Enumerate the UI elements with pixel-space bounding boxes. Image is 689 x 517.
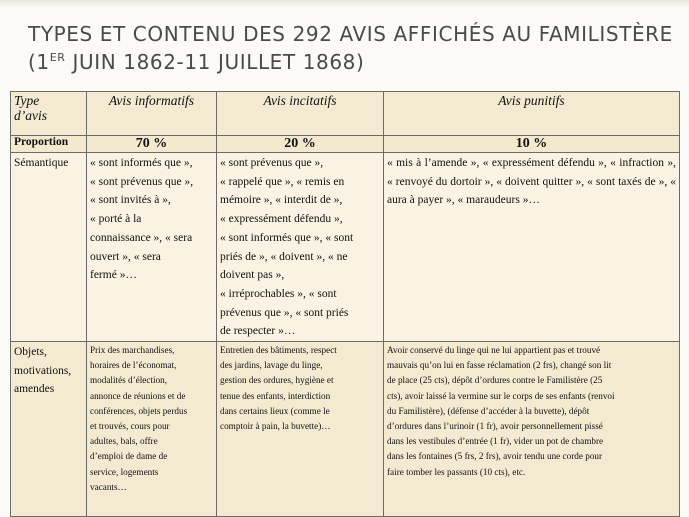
- header-punitifs: Avis punitifs: [384, 92, 680, 136]
- cell-line: et trouvés, cours pour: [90, 421, 170, 432]
- cell-line: dans les vestibules d’entrée (1 fr), vider un pot de chambre: [387, 436, 604, 447]
- cell-line: service, logements: [90, 466, 159, 477]
- cell-line: « sont invités à »,: [90, 194, 171, 207]
- cell-line: « rappelé que », « remis en: [220, 175, 345, 188]
- semantique-incitatifs: [217, 153, 384, 342]
- notices-table: [10, 91, 680, 517]
- cell-line: Avoir conservé du linge qui ne lui appartient pas et trouvé: [387, 345, 601, 356]
- cell-line: « sont informés que »,: [90, 157, 193, 169]
- cell-line: « expressément défendu »,: [220, 213, 343, 226]
- objets-label-line3: amendes: [14, 383, 55, 396]
- cell-line: vacants…: [90, 481, 127, 492]
- objets-informatifs: [87, 342, 217, 517]
- cell-line: annonce de réunions et de: [90, 390, 186, 401]
- semantique-label: Sémantique: [11, 153, 87, 342]
- cell-line: mémoire », « interdit de »,: [220, 194, 343, 207]
- cell-line: connaissance », « sera: [90, 231, 193, 244]
- cell-line: gestion des ordures, hygiène et: [220, 375, 334, 386]
- cell-line: de respecter »…: [220, 325, 296, 338]
- cell-line: « porté à la: [90, 213, 142, 226]
- proportion-label: Proportion: [11, 136, 87, 153]
- header-type: [11, 92, 87, 136]
- title-line-2-prefix: (1: [28, 50, 50, 74]
- objets-incitatifs: [217, 342, 384, 517]
- cell-line: adultes, bals, offre: [90, 436, 158, 447]
- cell-line: dans certains lieux (comme le: [220, 405, 330, 416]
- objets-punitifs: [384, 342, 680, 517]
- cell-line: « irréprochables », « sont: [220, 287, 337, 300]
- semantique-punitifs: « mis à l’amende », « expressément défendu », « infraction », « renvoyé du dortoir », « doivent quitter », « sont taxés de », « aura à payer », « maraudeurs »…: [384, 153, 680, 342]
- title-line-1: TYPES ET CONTENU DES 292 AVIS AFFICHÉS AU FAMILISTÈRE: [28, 22, 673, 46]
- title-line-2: [28, 46, 668, 74]
- cell-line: comptoir à pain, la buvette)…: [220, 421, 331, 432]
- cell-line: « sont informés que », « sont: [220, 231, 354, 244]
- cell-line: priés de », « doivent », « ne: [220, 250, 348, 263]
- cell-line: modalités d’élection,: [90, 375, 168, 386]
- cell-line: prévenus que », « sont priés: [220, 306, 349, 319]
- objets-row: [11, 342, 680, 517]
- cell-line: d’emploi de dame de: [90, 451, 168, 462]
- cell-line: tenue des enfants, interdiction: [220, 390, 331, 401]
- cell-line: Prix des marchandises,: [90, 345, 175, 356]
- header-row: [11, 92, 680, 136]
- slide-title: [28, 22, 673, 74]
- cell-line: faire tomber les passants (10 cts), etc.: [387, 466, 526, 477]
- title-line-2-suffix: JUIN 1862-11 JUILLET 1868): [65, 50, 365, 74]
- proportion-informatifs: 70 %: [87, 136, 217, 153]
- cell-line: conférences, objets perdus: [90, 405, 188, 416]
- cell-line: de place (25 cts), dépôt d’ordures contre le Familistère (25: [387, 375, 603, 386]
- header-incitatifs: Avis incitatifs: [217, 92, 384, 136]
- cell-line: « sont prévenus que »,: [220, 157, 324, 169]
- proportion-row: [11, 136, 680, 153]
- cell-line: mauvais qu’on lui en fasse réclamation (2 frs), changé son lit: [387, 360, 612, 371]
- proportion-incitatifs: 20 %: [217, 136, 384, 153]
- objets-label: [11, 342, 87, 517]
- cell-line: ouvert », « sera: [90, 250, 161, 263]
- cell-line: d’ordures dans l’urinoir (1 fr), avoir personnellement pissé: [387, 421, 603, 432]
- cell-line: doivent pas »,: [220, 269, 285, 282]
- cell-line: horaires de l’économat,: [90, 360, 177, 371]
- cell-line: Entretien des bâtiments, respect: [220, 345, 337, 356]
- semantique-informatifs: [87, 153, 217, 342]
- cell-line: « sont prévenus que »,: [90, 175, 194, 188]
- proportion-punitifs: 10 %: [384, 136, 680, 153]
- cell-line: dans les fontaines (5 frs, 2 frs), avoir tendu une corde pour: [387, 451, 603, 462]
- objets-label-line1: Objets,: [14, 346, 47, 359]
- cell-line: fermé »…: [90, 269, 137, 282]
- cell-line: du Familistère), (défense d’accéder à la buvette), dépôt: [387, 405, 590, 416]
- cell-line: des jardins, lavage du linge,: [220, 360, 323, 371]
- header-type-line1: Type: [14, 93, 40, 108]
- header-type-line2: d’avis: [14, 108, 47, 123]
- semantique-row: [11, 153, 680, 342]
- header-informatifs: Avis informatifs: [87, 92, 217, 136]
- top-decoration: [0, 0, 689, 8]
- title-line-2-sup: ER: [49, 51, 66, 64]
- cell-line: cts), avoir laissé la vermine sur le corps de ses enfants (renvoi: [387, 390, 615, 401]
- objets-label-line2: motivations,: [14, 364, 72, 377]
